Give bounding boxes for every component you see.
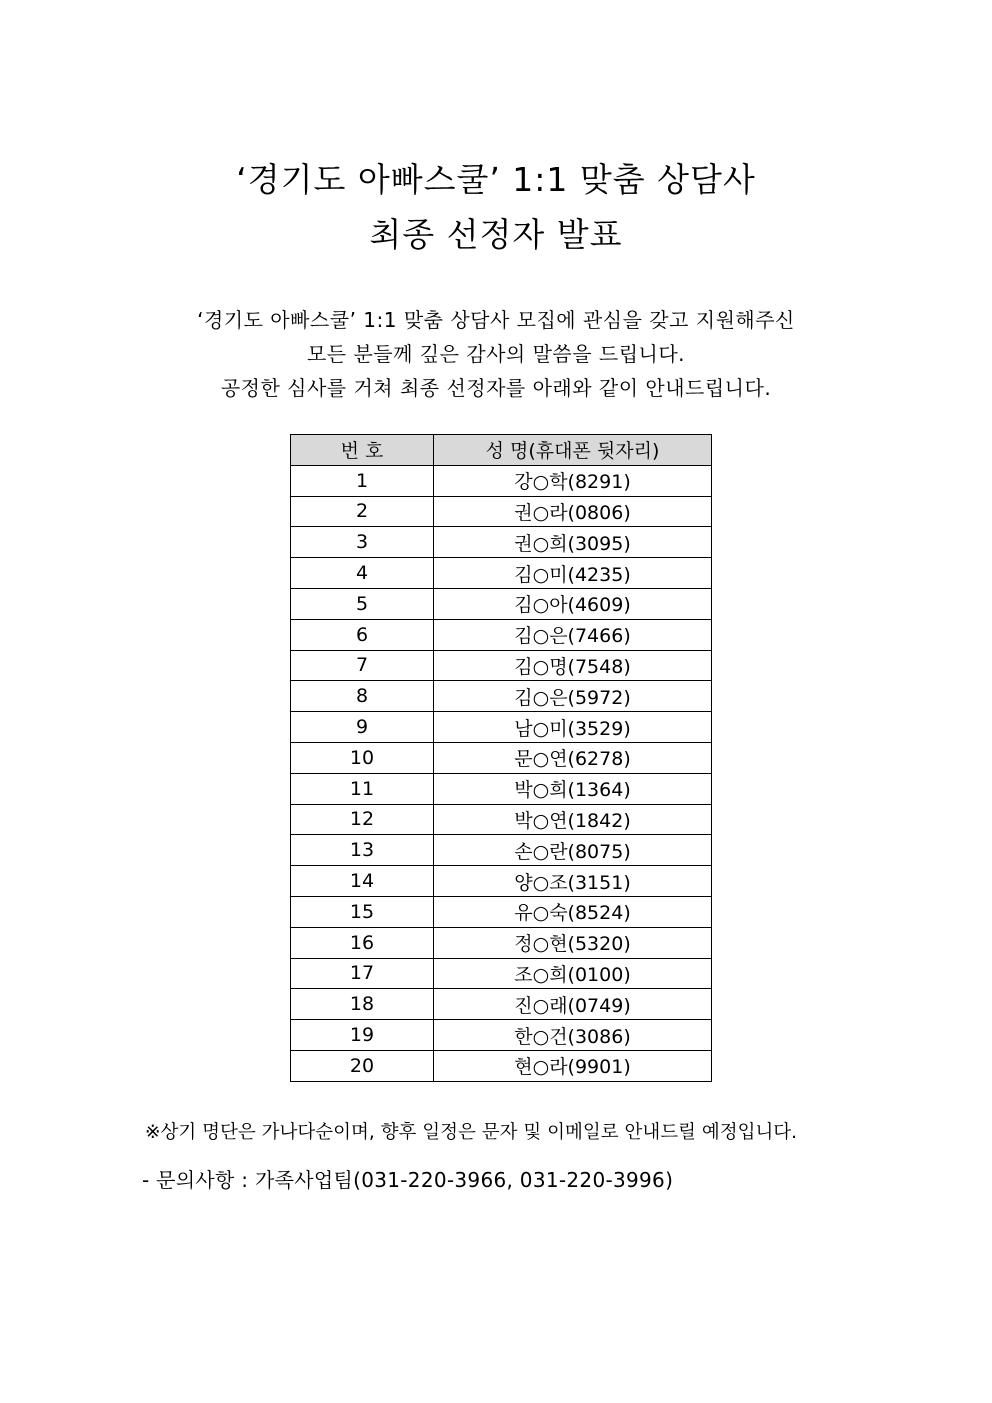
row-name: 권○희(3095) (434, 527, 712, 558)
row-name: 강○학(8291) (434, 465, 712, 496)
table-row (291, 927, 712, 958)
row-name: 김○명(7548) (434, 650, 712, 681)
row-name: 현○라(9901) (434, 1050, 712, 1081)
intro-paragraph (0, 303, 992, 405)
intro-line-2: 모든 분들께 깊은 감사의 말씀을 드립니다. (306, 342, 686, 366)
row-name: 손○란(8075) (434, 835, 712, 866)
row-name: 김○은(7466) (434, 619, 712, 650)
table-row (291, 1020, 712, 1051)
row-number: 6 (291, 619, 434, 650)
table-row (291, 742, 712, 773)
table-row (291, 804, 712, 835)
row-number: 4 (291, 558, 434, 589)
table-row (291, 835, 712, 866)
column-header-name: 성 명(휴대폰 뒷자리) (434, 435, 712, 466)
row-number: 11 (291, 773, 434, 804)
row-name: 한○건(3086) (434, 1020, 712, 1051)
row-name: 김○은(5972) (434, 681, 712, 712)
row-name: 박○희(1364) (434, 773, 712, 804)
intro-line-1: ‘경기도 아빠스쿨’ 1:1 맞춤 상담사 모집에 관심을 갖고 지원해주신 (197, 308, 795, 332)
row-name: 정○현(5320) (434, 927, 712, 958)
table-row (291, 588, 712, 619)
row-number: 20 (291, 1050, 434, 1081)
row-number: 18 (291, 989, 434, 1020)
table-row (291, 681, 712, 712)
row-number: 15 (291, 896, 434, 927)
row-number: 3 (291, 527, 434, 558)
row-number: 2 (291, 496, 434, 527)
row-name: 박○연(1842) (434, 804, 712, 835)
row-name: 진○래(0749) (434, 989, 712, 1020)
row-number: 13 (291, 835, 434, 866)
table-row (291, 496, 712, 527)
table-row (291, 1050, 712, 1081)
row-number: 19 (291, 1020, 434, 1051)
row-number: 12 (291, 804, 434, 835)
row-number: 16 (291, 927, 434, 958)
row-number: 10 (291, 742, 434, 773)
row-number: 17 (291, 958, 434, 989)
page-title: ‘경기도 아빠스쿨’ 1:1 맞춤 상담사 (236, 160, 756, 199)
row-number: 7 (291, 650, 434, 681)
intro-line-3: 공정한 심사를 거쳐 최종 선정자를 아래와 같이 안내드립니다. (220, 376, 772, 400)
row-number: 8 (291, 681, 434, 712)
row-number: 9 (291, 712, 434, 743)
table-row (291, 558, 712, 589)
row-name: 문○연(6278) (434, 742, 712, 773)
table-row (291, 650, 712, 681)
table-row (291, 866, 712, 897)
contact-info: - 문의사항 : 가족사업팀(031-220-3966, 031-220-3996) (142, 1168, 674, 1192)
row-name: 유○숙(8524) (434, 896, 712, 927)
table-row (291, 465, 712, 496)
table-row (291, 896, 712, 927)
row-number: 5 (291, 588, 434, 619)
table-header-row (291, 435, 712, 466)
row-name: 권○라(0806) (434, 496, 712, 527)
footnote: ※상기 명단은 가나다순이며, 향후 일정은 문자 및 이메일로 안내드릴 예정입니다. (145, 1122, 798, 1143)
table-row (291, 712, 712, 743)
table-row (291, 958, 712, 989)
column-header-number: 번 호 (291, 435, 434, 466)
row-number: 1 (291, 465, 434, 496)
page-subtitle: 최종 선정자 발표 (369, 215, 623, 254)
table-row (291, 619, 712, 650)
row-name: 김○아(4609) (434, 588, 712, 619)
row-name: 김○미(4235) (434, 558, 712, 589)
selected-counselors-table (290, 434, 712, 1082)
row-number: 14 (291, 866, 434, 897)
table-row (291, 989, 712, 1020)
table-row (291, 773, 712, 804)
row-name: 남○미(3529) (434, 712, 712, 743)
table-row (291, 527, 712, 558)
row-name: 양○조(3151) (434, 866, 712, 897)
row-name: 조○희(0100) (434, 958, 712, 989)
